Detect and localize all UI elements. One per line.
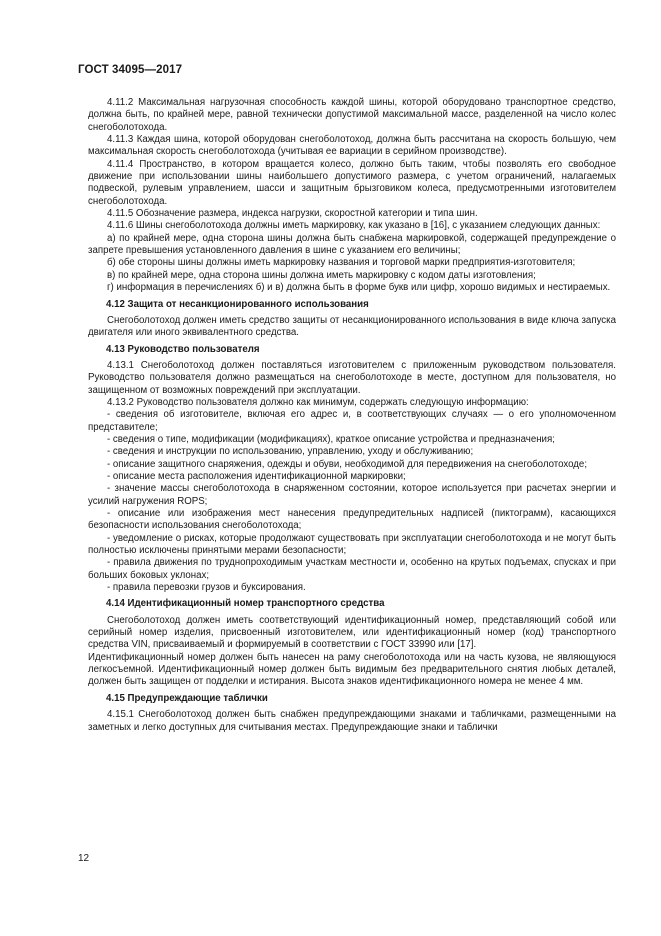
section-heading: 4.13 Руководство пользователя xyxy=(106,343,260,355)
paragraph: - уведомление о рисках, которые продолжают существовать при эксплуатации снегоболотохода и не могут быть полностью исключены принятыми мерами безопасности; xyxy=(88,532,616,557)
section-heading: 4.12 Защита от несанкционированного использования xyxy=(106,298,369,310)
paragraph: - правила перевозки грузов и буксирования. xyxy=(107,582,306,594)
paragraph: - сведения и инструкции по использованию, управлению, уходу и обслуживанию; xyxy=(107,446,474,458)
section-heading: 4.15 Предупреждающие таблички xyxy=(106,692,268,704)
paragraph: 4.11.3 Каждая шина, которой оборудован снегоболотоход, должна быть рассчитана на скорость большую, чем максимальная скорость снегоболотохода (учитывая ее вариации в серийном производстве). xyxy=(88,134,616,158)
paragraph: - сведения об изготовителе, включая его адрес и, в соответствующих случаях — о его уполномоченном представителе; xyxy=(88,409,616,433)
paragraph: Снегоболотоход должен иметь соответствующий идентификационный номер, представляющий собой или серийный номер изделия, присвоенный изготовителем, или идентификационный номер (код) транспортного средства VIN, присваиваемый и формируемый в соответствии с ГОСТ 33990 или [17]. xyxy=(88,614,616,651)
paragraph: Идентификационный номер должен быть нанесен на раму снегоболотохода или на часть кузова, не являющуюся легкосъемной. Идентификационный номер должен быть видимым без предварительного снятия любых деталей, должен быть защищен от подделки и истирания. Высота знаков идентификационного номера не менее 4 мм. xyxy=(88,651,616,688)
paragraph: - описание или изображения мест нанесения предупредительных надписей (пиктограмм), касающихся безопасности использования снегоболотохода; xyxy=(88,508,616,532)
paragraph: Снегоболотоход должен иметь средство защиты от несанкционированного использования в виде ключа запуска двигателя или иного эквивалентного средства. xyxy=(88,314,616,339)
paragraph: - значение массы снегоболотохода в снаряженном состоянии, которое используется при расчетах энергии и усилий нагружения ROPS; xyxy=(88,483,616,507)
paragraph: 4.11.2 Максимальная нагрузочная способность каждой шины, которой оборудовано транспортное средство, должна быть, по крайней мере, равной технически допустимой максимальной массе, разделенной на число колес снегоболотохода. xyxy=(88,97,616,133)
document-header: ГОСТ 34095—2017 xyxy=(78,64,183,76)
paragraph: 4.15.1 Снегоболотоход должен быть снабжен предупреждающими знаками и табличками, размещенными на заметных и легко доступных для считывания местах. Предупреждающие знаки и таблички xyxy=(88,709,616,733)
paragraph: в) по крайней мере, одна сторона шины должна иметь маркировку с кодом даты изготовления; xyxy=(107,269,536,281)
document-body xyxy=(88,97,616,734)
page-number: 12 xyxy=(78,853,90,864)
paragraph: 4.11.6 Шины снегоболотохода должны иметь маркировку, как указано в [16], с указанием следующих данных: xyxy=(107,220,601,232)
paragraph: 4.13.1 Снегоболотоход должен поставляться изготовителем с приложенным руководством пользователя. Руководство пользователя должно размещаться на снегоболотоходе в месте, доступном для пользователя, но защищенном от возможных повреждений при эксплуатации. xyxy=(88,359,616,396)
paragraph: - описание защитного снаряжения, одежды и обуви, необходимой для передвижения на снегоболотоходе; xyxy=(107,458,588,470)
paragraph: - правила движения по труднопроходимым участкам местности и, особенно на крутых подъемах, спусках и при больших боковых уклонах; xyxy=(88,557,616,581)
paragraph: - описание места расположения идентификационной маркировки; xyxy=(107,470,406,482)
section-heading: 4.14 Идентификационный номер транспортного средства xyxy=(106,598,385,610)
paragraph: г) информация в перечислениях б) и в) должна быть в форме букв или цифр, хорошо видимых и нестираемых. xyxy=(107,282,611,294)
paragraph: 4.13.2 Руководство пользователя должно как минимум, содержать следующую информацию: xyxy=(107,396,529,408)
paragraph: б) обе стороны шины должны иметь маркировку названия и торговой марки предприятия-изготовителя; xyxy=(107,257,576,269)
paragraph: 4.11.4 Пространство, в котором вращается колесо, должно быть таким, чтобы позволять его свободное движение при использовании шины наибольшего допустимого размера, с учетом ограничений, налагаемых подвеской, рулевым управлением, шасси и защитным брызговиком колеса, предусмотренными изготовителем снегоболотохода. xyxy=(88,158,616,207)
paragraph: а) по крайней мере, одна сторона шины должна быть снабжена маркировкой, содержащей предупреждение о запрете превышения установленного давления в шине с указанием его величины; xyxy=(88,232,616,257)
paragraph: - сведения о типе, модификации (модификациях), краткое описание устройства и предназначения; xyxy=(107,433,555,445)
paragraph: 4.11.5 Обозначение размера, индекса нагрузки, скоростной категории и типа шин. xyxy=(107,208,478,220)
